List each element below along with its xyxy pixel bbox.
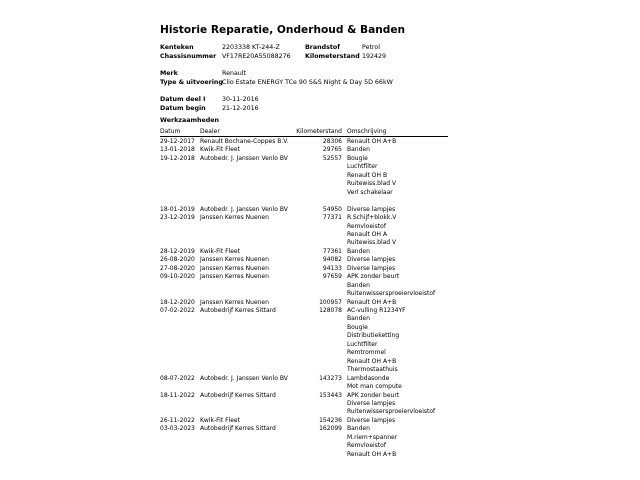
- cell-omschrijving: Remvloeistof: [347, 222, 386, 230]
- cell-omschrijving: Thermostaathuis: [347, 366, 398, 374]
- cell-kilometerstand: 128078: [319, 307, 342, 314]
- cell-omschrijving: Luchtfilter: [347, 340, 378, 348]
- cell-datum: 19-12-2018: [160, 154, 195, 162]
- table-row: [0, 434, 640, 442]
- cell-omschrijving: Banden: [347, 425, 370, 433]
- cell-omschrijving: Diverse lampjes: [347, 264, 396, 272]
- cell-omschrijving: Distributieketting: [347, 332, 400, 340]
- table-row: [0, 451, 640, 459]
- cell-kilometerstand: 28306: [322, 138, 342, 145]
- table-row: [0, 248, 640, 256]
- table-row: [0, 358, 640, 366]
- kilometerstand-label: Kilometerstand: [305, 53, 360, 60]
- cell-omschrijving: Banden: [347, 247, 370, 255]
- cell-dealer: Janssen Kerres Nuenen: [200, 256, 269, 264]
- table-row: [0, 163, 640, 171]
- cell-kilometerstand: 94082: [322, 256, 342, 264]
- cell-omschrijving: Luchtfilter: [347, 163, 378, 171]
- cell-omschrijving: AC-vulling R1234YF: [347, 307, 406, 314]
- cell-datum: 18-01-2019: [160, 205, 195, 213]
- table-row: [0, 214, 640, 222]
- cell-dealer: Janssen Kerres Nuenen: [200, 214, 269, 222]
- cell-dealer: Renault Bochane-Coppes B.V.: [200, 138, 289, 145]
- cell-omschrijving: Ruitenwissersproeiervloeistof: [347, 408, 436, 416]
- table-row: [0, 315, 640, 323]
- datum-deel1-label: Datum deel I: [160, 96, 206, 103]
- cell-omschrijving: M.riem+spanner: [347, 433, 398, 441]
- table-row: [0, 180, 640, 188]
- kenteken-label: Kenteken: [160, 44, 194, 51]
- cell-omschrijving: Banden: [347, 315, 370, 323]
- cell-kilometerstand: 94133: [322, 264, 342, 272]
- datum-begin-label: Datum begin: [160, 105, 206, 112]
- chassis-value: VF17RE20A55088276: [222, 53, 291, 60]
- brandstof-value: Petrol: [362, 44, 380, 51]
- cell-omschrijving: Ruitewiss.blad V: [347, 239, 397, 247]
- cell-kilometerstand: 77371: [322, 214, 342, 222]
- table-row: [0, 155, 640, 163]
- cell-omschrijving: Mot man compute: [347, 383, 402, 391]
- datum-begin-value: 21-12-2016: [222, 105, 259, 112]
- cell-omschrijving: Diverse lampjes: [347, 205, 396, 213]
- cell-dealer: Janssen Kerres Nuenen: [200, 264, 269, 272]
- table-row: [0, 290, 640, 298]
- cell-kilometerstand: 154236: [319, 416, 342, 424]
- brandstof-label: Brandstof: [305, 44, 340, 51]
- cell-omschrijving: Renault OH A: [347, 230, 388, 238]
- table-row: [0, 146, 640, 154]
- table-row: [0, 231, 640, 239]
- cell-omschrijving: Lambdasonde: [347, 374, 390, 382]
- cell-datum: 07-02-2022: [160, 307, 195, 314]
- type-value: Clio Estate ENERGY TCe 90 S&S Night & Day 5D 66kW: [222, 79, 393, 86]
- cell-kilometerstand: 29765: [322, 146, 342, 154]
- merk-label: Merk: [160, 70, 178, 77]
- cell-dealer: Janssen Kerres Nuenen: [200, 298, 269, 306]
- cell-dealer: Autobedrijf Kerres Sittard: [200, 425, 276, 433]
- cell-omschrijving: Diverse lampjes: [347, 399, 396, 407]
- cell-omschrijving: Banden: [347, 146, 370, 154]
- cell-datum: 26-08-2020: [160, 256, 195, 264]
- cell-datum: 18-11-2022: [160, 391, 195, 399]
- cell-omschrijving: Diverse lampjes: [347, 416, 396, 424]
- cell-omschrijving: Renault OH A+B: [347, 298, 397, 306]
- cell-datum: 23-12-2019: [160, 214, 195, 222]
- table-row: [0, 375, 640, 383]
- table-row: [0, 138, 640, 146]
- kilometerstand-value: 192429: [362, 53, 387, 60]
- cell-kilometerstand: 77361: [322, 247, 342, 255]
- cell-dealer: Janssen Kerres Nuenen: [200, 273, 269, 281]
- cell-omschrijving: Ruitewiss.blad V: [347, 180, 397, 188]
- cell-datum: 29-12-2017: [160, 138, 195, 145]
- table-row: [0, 206, 640, 214]
- cell-kilometerstand: 143273: [319, 374, 342, 382]
- column-header-dealer: Dealer: [200, 128, 220, 135]
- cell-omschrijving: Diverse lampjes: [347, 256, 396, 264]
- section-title: Werkzaamheden: [160, 117, 220, 124]
- cell-dealer: Autobedr. J. Janssen Venlo BV: [200, 205, 288, 213]
- table-row: [0, 282, 640, 290]
- datum-deel1-value: 30-11-2016: [222, 96, 259, 103]
- column-header-datum: Datum: [160, 128, 181, 135]
- table-row: [0, 442, 640, 450]
- cell-dealer: Kwik-Fit Fleet: [200, 416, 240, 424]
- table-row: [0, 223, 640, 231]
- cell-datum: 18-12-2020: [160, 298, 195, 306]
- cell-omschrijving: Bougie: [347, 154, 368, 162]
- cell-kilometerstand: 100957: [319, 298, 342, 306]
- cell-omschrijving: Remvloeistof: [347, 442, 386, 450]
- cell-omschrijving: R.Schijf+blokk.V: [347, 214, 397, 222]
- kenteken-value: 2203338 KT-244-Z: [222, 44, 280, 51]
- table-row: [0, 265, 640, 273]
- merk-value: Renault: [222, 70, 247, 77]
- cell-datum: 26-11-2022: [160, 416, 195, 424]
- cell-datum: 03-03-2023: [160, 425, 195, 433]
- table-row: [0, 332, 640, 340]
- table-row: [0, 392, 640, 400]
- cell-datum: 08-07-2022: [160, 374, 195, 382]
- table-row: [0, 239, 640, 247]
- cell-omschrijving: Remtrommel: [347, 349, 386, 357]
- header-divider: [160, 136, 448, 137]
- chassis-label: Chassisnummer: [160, 53, 217, 60]
- cell-dealer: Autobedrijf Kerres Sittard: [200, 391, 276, 399]
- cell-omschrijving: Verl schakelaar: [347, 188, 393, 196]
- cell-omschrijving: Renault OH A+B: [347, 357, 397, 365]
- cell-omschrijving: Bougie: [347, 323, 368, 331]
- cell-omschrijving: Renault OH A+B: [347, 450, 397, 458]
- table-row: [0, 408, 640, 416]
- cell-omschrijving: APK zonder beurt: [347, 391, 400, 399]
- cell-dealer: Autobedr. J. Janssen Venlo BV: [200, 374, 288, 382]
- table-row: [0, 349, 640, 357]
- table-row: [0, 383, 640, 391]
- page-title: Historie Reparatie, Onderhoud & Banden: [160, 24, 406, 36]
- cell-omschrijving: Renault OH B: [347, 171, 388, 179]
- table-row: [0, 324, 640, 332]
- cell-datum: 27-08-2020: [160, 264, 195, 272]
- table-row: [0, 197, 640, 205]
- cell-omschrijving: Ruitenwissersproeiervloeistof: [347, 290, 436, 298]
- cell-datum: 13-01-2018: [160, 146, 195, 154]
- table-row: [0, 299, 640, 307]
- table-row: [0, 341, 640, 349]
- table-row: [0, 189, 640, 197]
- cell-omschrijving: Renault OH A+B: [347, 138, 397, 145]
- table-row: [0, 307, 640, 315]
- column-header-kilometerstand: Kilometerstand: [296, 128, 342, 135]
- table-row: [0, 425, 640, 433]
- table-row: [0, 256, 640, 264]
- cell-omschrijving: Banden: [347, 281, 370, 289]
- cell-dealer: Autobedr. J. Janssen Venlo BV: [200, 154, 288, 162]
- table-row: [0, 417, 640, 425]
- table-row: [0, 273, 640, 281]
- cell-dealer: Autobedrijf Kerres Sittard: [200, 307, 276, 314]
- cell-kilometerstand: 153443: [319, 391, 342, 399]
- cell-kilometerstand: 162099: [319, 425, 342, 433]
- cell-kilometerstand: 54950: [322, 205, 342, 213]
- table-row: [0, 366, 640, 374]
- table-row: [0, 400, 640, 408]
- cell-datum: 28-12-2019: [160, 247, 195, 255]
- column-header-omschrijving: Omschrijving: [347, 128, 387, 135]
- cell-kilometerstand: 52557: [322, 154, 342, 162]
- table-row: [0, 172, 640, 180]
- cell-dealer: Kwik-Fit Fleet: [200, 247, 240, 255]
- cell-dealer: Kwik-Fit Fleet: [200, 146, 240, 154]
- cell-omschrijving: APK zonder beurt: [347, 273, 400, 281]
- cell-datum: 09-10-2020: [160, 273, 195, 281]
- type-label: Type & uitvoering: [160, 79, 223, 86]
- cell-kilometerstand: 97659: [322, 273, 342, 281]
